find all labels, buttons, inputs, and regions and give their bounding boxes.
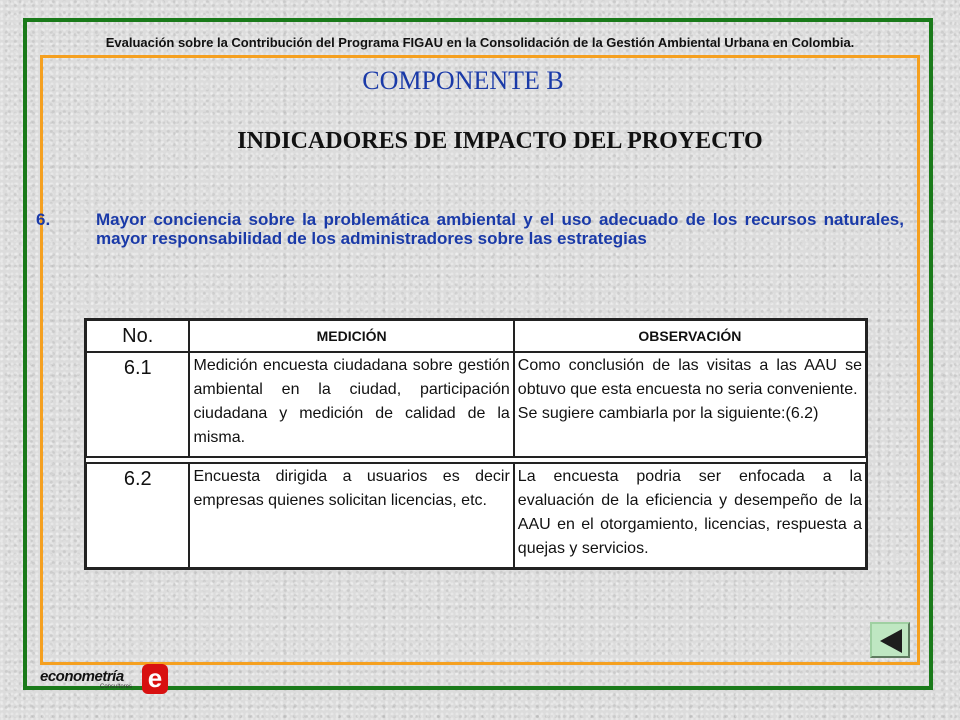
indicator-number: 6. [36, 210, 51, 229]
company-logo [40, 663, 170, 694]
row-medicion: Encuesta dirigida a usuarios es decir empresas quienes solicitan licencias, etc. [189, 463, 513, 568]
logo-subtitle: Consultores [100, 684, 133, 690]
indicator-table [84, 318, 868, 570]
table-row [86, 352, 866, 457]
logo-wordmark: econometría [40, 668, 124, 685]
back-button[interactable] [870, 622, 910, 658]
page-header: Evaluación sobre la Contribución del Programa FIGAU en la Consolidación de la Gestión Ambiental Urbana en Colombia. [105, 35, 855, 50]
table-header-row [86, 320, 866, 352]
header-medicion: MEDICIÓN [189, 320, 513, 352]
row-observacion: La encuesta podria ser enfocada a la evaluación de la eficiencia y desempeño de la AAU en el otorgamiento, licencias, respuesta a quejas y servicios. [514, 463, 866, 568]
row-number: 6.1 [86, 352, 189, 457]
row-number: 6.2 [86, 463, 189, 568]
section-title: INDICADORES DE IMPACTO DEL PROYECTO [237, 128, 763, 154]
row-observacion-text: Como conclusión de las visitas a las AAU se obtuvo que esta encuesta no seria conveniente. [517, 357, 862, 398]
indicator-text: Mayor conciencia sobre la problemática ambiental y el uso adecuado de los recursos naturales, mayor responsabilidad de los administradores sobre las estrategias [96, 210, 904, 248]
row-observacion-note: Se sugiere cambiarla por la siguiente:(6.2) [517, 405, 819, 422]
indicator-paragraph [36, 210, 904, 248]
row-observacion [514, 352, 866, 457]
row-medicion: Medición encuesta ciudadana sobre gestión ambiental en la ciudad, participación ciudadana y medición de calidad de la misma. [189, 352, 513, 457]
back-arrow-icon [880, 629, 902, 653]
component-title: COMPONENTE B [362, 66, 564, 95]
table-row [86, 463, 866, 568]
logo-mark: e [142, 664, 168, 694]
header-no: No. [86, 320, 189, 352]
header-observacion: OBSERVACIÓN [514, 320, 866, 352]
